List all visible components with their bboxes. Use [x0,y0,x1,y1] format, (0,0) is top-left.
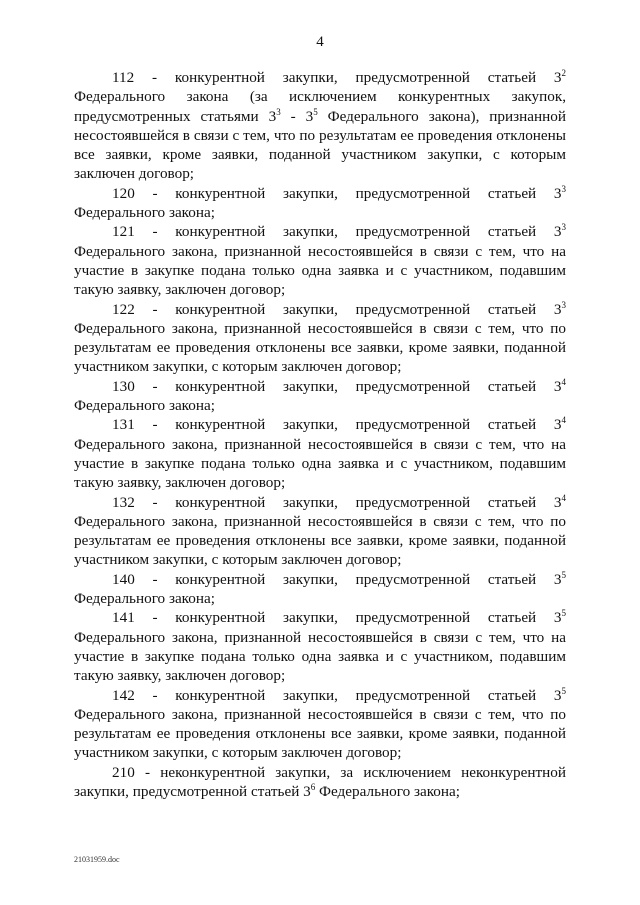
paragraph-text: Федерального закона; [74,397,215,415]
paragraph-text: Федерального закона; [74,590,215,608]
paragraph-text: 112 - конкурентной закупки, предусмотренной статьей 3 [112,69,562,86]
superscript: 5 [561,685,566,696]
paragraph-text: Федерального закона, признанной несостоявшейся в связи с тем, что на участие в закупке подана только одна заявка и с участником, подавшим такую заявку, заключен договор; [74,435,566,492]
paragraph [74,570,566,609]
paragraph [74,415,566,492]
paragraph-text: Федерального закона; [74,204,215,222]
paragraph-text: 121 - конкурентной закупки, предусмотренной статьей 3 [112,223,562,241]
paragraph-text: Федерального закона, признанной несостоявшейся в связи с тем, что по результатам ее проведения отклонены все заявки, кроме заявки, поданной участником закупки, с которым заключен договор; [74,705,566,762]
paragraph [74,686,566,763]
paragraph [74,493,566,570]
superscript: 5 [313,106,318,117]
superscript: 2 [561,67,566,78]
paragraph-text: Федерального закона, признанной несостоявшейся в связи с тем, что по результатам ее проведения отклонены все заявки, кроме заявки, поданной участником закупки, с которым заключен договор; [74,319,566,376]
superscript: 3 [561,183,566,194]
paragraph-text: 132 - конкурентной закупки, предусмотренной статьей 3 [112,493,562,511]
paragraph-text: 210 - неконкурентной закупки, за исключением неконкурентной закупки, предусмотренной статьей 3 [74,763,566,800]
paragraph-text: 130 - конкурентной закупки, предусмотренной статьей 3 [112,377,562,395]
paragraph [74,763,566,802]
paragraph [74,184,566,223]
paragraph-text: 140 - конкурентной закупки, предусмотренной статьей 3 [112,570,562,588]
paragraph-text: Федерального закона; [315,782,460,800]
paragraph [74,608,566,685]
page-number: 4 [316,34,324,50]
paragraph-text: 122 - конкурентной закупки, предусмотренной статьей 3 [112,300,562,318]
paragraph-text: 141 - конкурентной закупки, предусмотренной статьей 3 [112,609,562,627]
superscript: 3 [276,106,281,117]
superscript: 3 [561,299,566,310]
paragraph-text: 120 - конкурентной закупки, предусмотренной статьей 3 [112,184,562,202]
paragraph-text: Федерального закона (за исключением конкурентных закупок, предусмотренных статьями 3 [74,88,566,125]
superscript: 4 [561,492,566,503]
superscript: 6 [310,781,316,792]
paragraph [74,300,566,377]
paragraph [74,222,566,299]
document-body [74,68,566,801]
paragraph-text: 142 - конкурентной закупки, предусмотренной статьей 3 [112,686,562,704]
superscript: 3 [561,222,566,233]
superscript: 4 [561,415,566,426]
paragraph-text: Федерального закона, признанной несостоявшейся в связи с тем, что на участие в закупке подана только одна заявка и с участником, подавшим такую заявку, заключен договор; [74,628,566,685]
superscript: 5 [561,569,566,580]
paragraph-text: Федерального закона), признанной несостоявшейся в связи с тем, что по результатам ее проведения отклонены все заявки, кроме заявки, поданной участником закупки, с которым заключен договор; [74,107,566,183]
footer-filename: 21031959.doc [74,855,120,864]
superscript: 4 [561,376,566,387]
paragraph-text: - 3 [280,107,314,125]
paragraph-text: Федерального закона, признанной несостоявшейся в связи с тем, что по результатам ее проведения отклонены все заявки, кроме заявки, поданной участником закупки, с которым заключен договор; [74,512,566,569]
paragraph-text: Федерального закона, признанной несостоявшейся в связи с тем, что на участие в закупке подана только одна заявка и с участником, подавшим такую заявку, заключен договор; [74,242,566,299]
paragraph-text: 131 - конкурентной закупки, предусмотренной статьей 3 [112,416,562,434]
paragraph [74,377,566,416]
paragraph [74,68,566,184]
superscript: 5 [561,608,566,619]
